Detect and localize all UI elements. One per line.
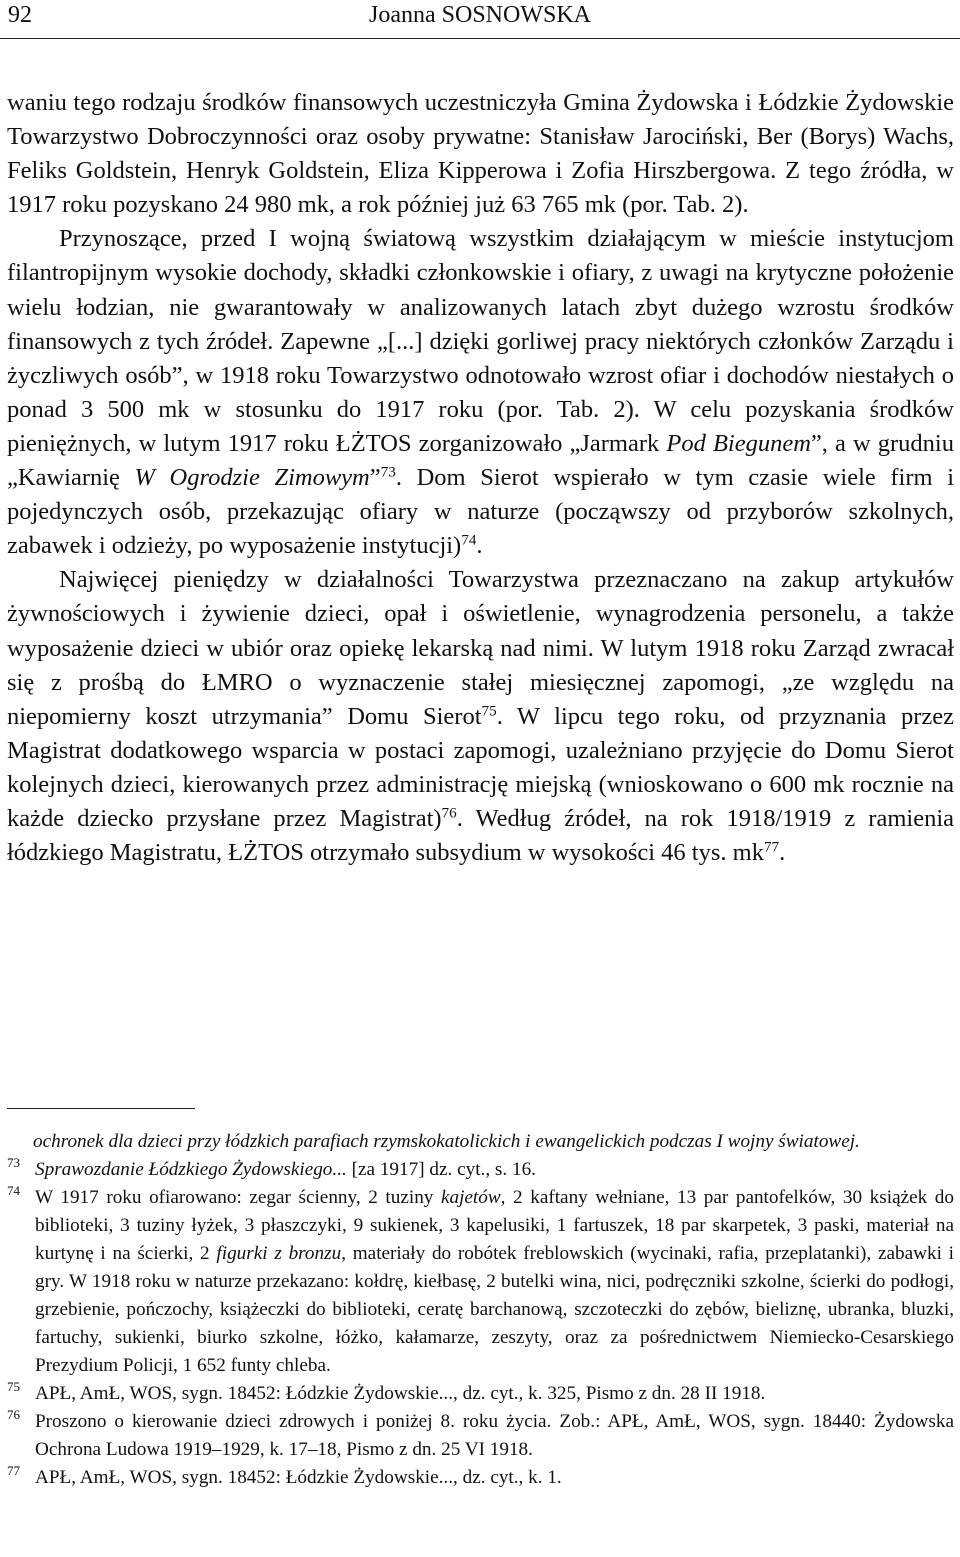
main-text (7, 86, 954, 870)
closing-quote: ” (369, 464, 381, 492)
paragraph-2-text: Przynoszące, przed I wojną światową wszystkim działającym w mieście instytucjom filantropijnym wysokie dochody, składki członkowskie i ofiary, z uwagi na krytyczne położenie wielu łodzian, nie gwarantowały w analizowanych latach zbyt dużego wzrostu środków finansowych z tych źródeł. Zapewne „[...] dzięki gorliwej pracy niektórych członków Zarządu i życzliwych osób”, w 1918 roku Towarzystwo odnotowało wzrost ofiar i dochodów niestałych o ponad 3 500 mk w stosunku do 1917 roku (por. Tab. 2). W celu pozyskania środków pieniężnych, w lutym 1917 roku ŁŻTOS zorganizowało „Jarmark (7, 225, 954, 457)
paragraph-1-text: waniu tego rodzaju środków finansowych uczestniczyła Gmina Żydowska i Łódzkie Żydowskie Towarzystwo Dobroczynności oraz osoby prywatne: Stanisław Jarociński, Ber (Borys) Wachs, Feliks Goldstein, Henryk Goldstein, Eliza Kipperowa i Zofia Hirszbergowa. Z tego źródła, w 1917 roku pozyskano 24 980 mk, a rok później już 63 765 mk (por. Tab. 2). (7, 89, 954, 219)
footnote-text: [za 1917] dz. cyt., s. 16. (346, 1159, 536, 1180)
footnote-italic: figurki z bronzu (216, 1243, 342, 1264)
footnote-75 (7, 1380, 954, 1408)
footnote-ref-74[interactable]: 74 (461, 531, 477, 549)
footnote-title: Sprawozdanie Łódzkiego Żydowskiego... (35, 1159, 347, 1180)
footnote-number: 76 (7, 1407, 20, 1422)
footnote-ref-76[interactable]: 76 (441, 804, 457, 822)
footnote-text: Proszono o kierowanie dzieci zdrowych i poniżej 8. roku życia. Zob.: APŁ, AmŁ, WOS, sygn. 18440: Żydowska Ochrona Ludowa 1919–1929, k. 17–18, Pismo z dn. 25 VI 1918. (35, 1411, 954, 1460)
footnote-76 (7, 1408, 954, 1464)
footnotes (7, 1128, 954, 1492)
footnote-ref-77[interactable]: 77 (763, 838, 780, 856)
footnote-number: 74 (7, 1183, 20, 1198)
running-header-author: Joanna SOSNOWSKA (369, 2, 591, 28)
page-number: 92 (8, 2, 32, 28)
footnote-text: W 1917 roku ofiarowano: zegar ścienny, 2 tuziny (35, 1187, 441, 1208)
title-w-ogrodzie-zimowym: W Ogrodzie Zimowym (134, 464, 370, 492)
footnote-number: 77 (7, 1463, 20, 1478)
footnote-77 (7, 1464, 954, 1492)
footnote-ref-75[interactable]: 75 (481, 702, 497, 720)
paragraph-2-text-b: ”, a w grudniu „Kawiarnię (7, 429, 954, 492)
footnote-ref-73[interactable]: 73 (380, 463, 396, 481)
footnote-73 (7, 1156, 954, 1184)
paragraph-3-text: Najwięcej pieniędzy w działalności Towarzystwa przeznaczano na zakup artykułów żywnościowych i żywienie dzieci, opał i oświetlenie, wynagrodzenia personelu, a także wyposażenie dzieci w ubiór oraz opiekę lekarską nad nimi. W lutym 1918 roku Zarząd zwracał się z prośbą do ŁMRO o wyznaczenie stałej miesięcznej zapomogi, „ze względu na niepomierny koszt utrzymania” Domu Sierot (7, 566, 954, 730)
paragraph-2-text-c: . Dom Sierot wspierało w tym czasie wiele firm i pojedynczych osób, przekazując ofiary w naturze (począwszy od przyborów szkolnych, zabawek i odzieży, po wyposażenie instytucji) (7, 464, 955, 560)
paragraph-3 (7, 563, 954, 870)
header-rule (0, 38, 960, 39)
paragraph-3-text-b: . W lipcu tego roku, od przyznania przez Magistrat dodatkowego wsparcia w postaci zapomogi, uzależniano przyjęcie do Domu Sierot kolejnych dzieci, kierowanych przez administrację miejską (wnioskowano o 600 mk rocznie na każde dziecko przysłane przez Magistrat) (7, 702, 954, 832)
footnote-number: 73 (7, 1155, 20, 1170)
running-header (0, 0, 960, 44)
title-pod-biegunem: Pod Biegunem (666, 429, 811, 457)
footnote-74 (7, 1184, 954, 1380)
footnote-separator (7, 1108, 195, 1109)
footnote-text: APŁ, AmŁ, WOS, sygn. 18452: Łódzkie Żydowskie..., dz. cyt., k. 325, Pismo z dn. 28 II 1918. (35, 1383, 766, 1404)
footnote-number: 75 (7, 1379, 20, 1394)
paragraph-1 (7, 86, 954, 222)
footnote-continuation: ochronek dla dzieci przy łódzkich parafiach rzymskokatolickich i ewangelickich podczas I wojny światowej. (33, 1131, 860, 1152)
paragraph-2 (7, 222, 954, 563)
footnote-text: , 2 kaftany wełniane, 13 par pantofelków, 30 książek do biblioteki, 3 tuziny łyżek, 3 płaszczyki, 9 sukienek, 3 kapelusiki, 1 fartuszek, 18 par skarpetek, 3 paski, materiał na kurtynę i na ścierki, 2 (35, 1187, 954, 1264)
footnote-text: , materiały do robótek freblowskich (wycinaki, rafia, przeplatanki), zabawki i gry. W 1918 roku w naturze przekazano: kołdrę, kiełbasę, 2 butelki wina, nici, podręczniki szkolne, ścierki do podłogi, grzebienie, pończochy, książeczki do biblioteki, ceratę barchanową, szczoteczki do zębów, bieliznę, ubranka, bluzki, fartuchy, sukienki, biurko szkolne, łóżko, kałamarze, zeszyty, oraz za pośrednictwem Niemiecko-Cesarskiego Prezydium Policji, 1 652 funty chleba. (35, 1243, 955, 1376)
paragraph-3-text-c: . Według źródeł, na rok 1918/1919 z ramienia łódzkiego Magistratu, ŁŻTOS otrzymało subsydium w wysokości 46 tys. mk (7, 804, 955, 867)
paragraph-3-end: . (779, 839, 786, 867)
footnote-text: APŁ, AmŁ, WOS, sygn. 18452: Łódzkie Żydowskie..., dz. cyt., k. 1. (35, 1467, 562, 1488)
paragraph-2-end: . (476, 532, 483, 560)
footnote-italic: kajetów (440, 1187, 501, 1208)
